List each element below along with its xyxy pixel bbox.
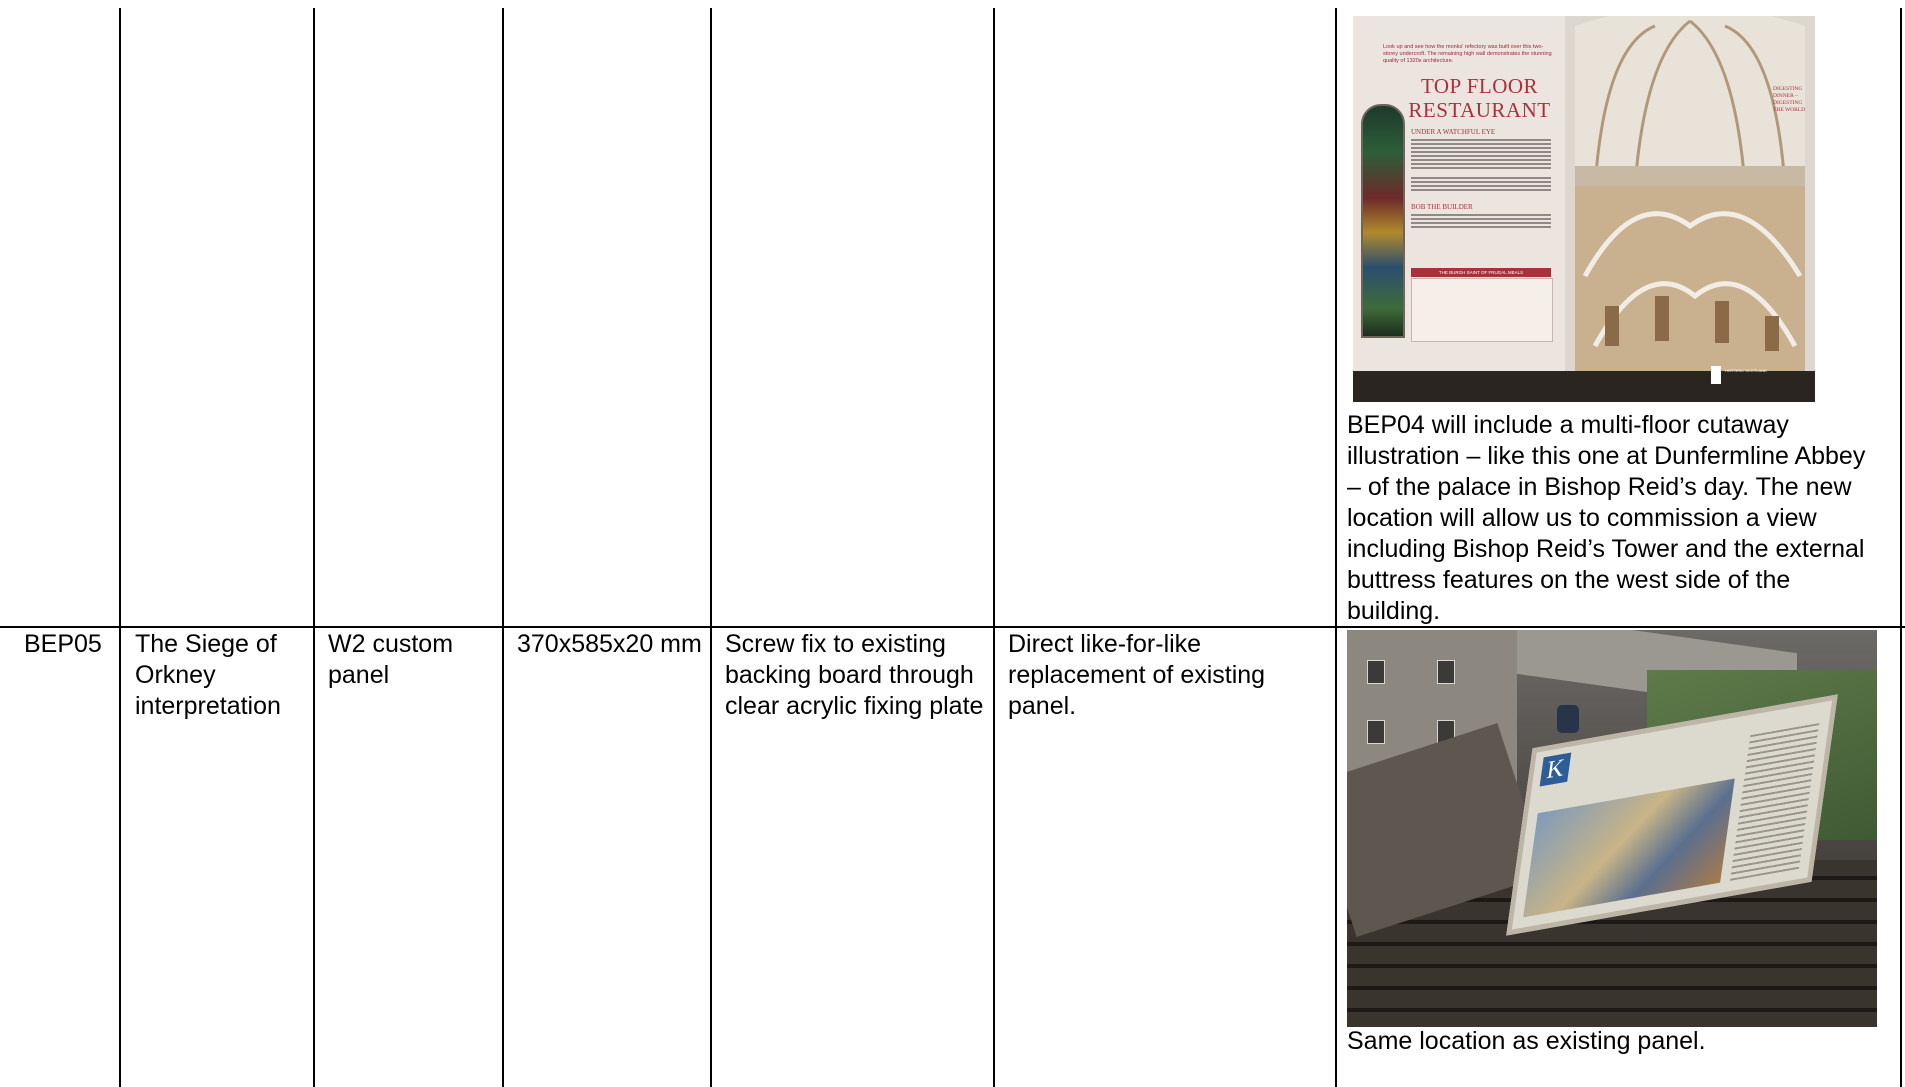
- column-divider: [313, 8, 315, 1087]
- panel-type: W2 custom panel: [328, 630, 454, 689]
- brochure-image: [1353, 16, 1815, 402]
- column-divider: [993, 8, 995, 1087]
- brochure-heading: BOB THE BUILDER: [1411, 203, 1473, 211]
- image-caption: Same location as existing panel.: [1347, 1027, 1706, 1055]
- brochure-box: [1411, 278, 1553, 342]
- brochure-logo-text: HISTORIC SCOTLAND: [1725, 368, 1767, 373]
- logo-icon: [1711, 366, 1721, 384]
- car: [1557, 705, 1579, 733]
- brochure-bar: THE BURGH SAINT OF FRUGAL MEALS: [1411, 268, 1551, 277]
- stained-glass-window: [1361, 104, 1405, 338]
- brochure-intro-text: Look up and see how the monks' refectory was built over this two-storey undercroft. The remaining high wall demonstrates the stunning quality of 1320s architecture.: [1383, 44, 1552, 64]
- cutaway-illustration: [1565, 16, 1815, 371]
- panel-title: The Siege of Orkney interpretation: [135, 630, 281, 720]
- brochure-title: TOP FLOOR RESTAURANT: [1408, 74, 1551, 122]
- brochure-heading: UNDER A WATCHFUL EYE: [1411, 128, 1496, 136]
- fixing-method: Screw fix to existing backing board through clear acrylic fixing plate: [725, 630, 984, 720]
- panel-letter: K: [1540, 753, 1572, 787]
- column-divider: [502, 8, 504, 1087]
- column-divider: [119, 8, 121, 1087]
- brochure-body: [1411, 128, 1551, 230]
- panel-notes: Direct like-for-like replacement of existing panel.: [1008, 630, 1266, 720]
- brochure-right-page: [1565, 16, 1815, 371]
- panel-code: BEP05: [24, 630, 102, 658]
- column-divider: [710, 8, 712, 1087]
- column-divider: [1335, 8, 1337, 1087]
- column-divider: [1900, 8, 1902, 1087]
- panel-size: 370x585x20 mm: [517, 630, 702, 658]
- panel-artwork: [1523, 779, 1735, 918]
- image-caption: BEP04 will include a multi-floor cutaway illustration – like this one at Dunfermline Abbey – of the palace in Bishop Reid’s day. The new location will allow us to commission a view including Bishop Reid’s Tower and the external buttress features on the west side of the building.: [1347, 411, 1866, 625]
- existing-panel-photo: [1347, 630, 1877, 1027]
- brochure-side-heading: DIGESTING DINNER – DIGESTING THE WORLD: [1773, 86, 1806, 113]
- panel-text-lines: [1730, 723, 1819, 881]
